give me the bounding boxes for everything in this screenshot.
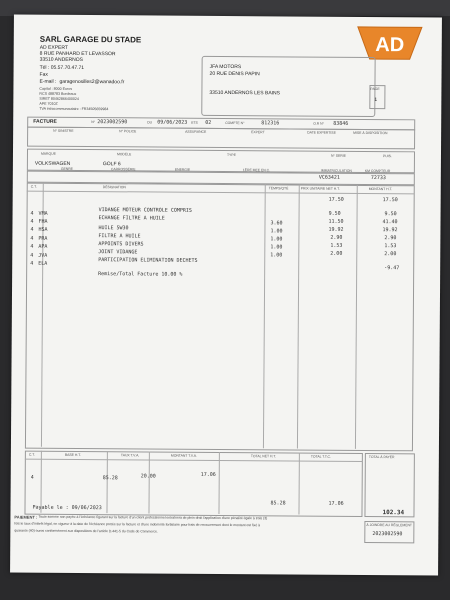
table-header-designation: DÉSIGNATION xyxy=(102,185,126,190)
row-7-code: ELA xyxy=(38,260,48,267)
total-a-payer-box xyxy=(364,453,414,517)
legal-line-4: APE 7010Z xyxy=(39,101,58,106)
vehicle-header-box xyxy=(27,149,415,174)
totals-base: 85.28 xyxy=(102,475,118,482)
totals-total-ttc: 17.06 xyxy=(328,500,344,507)
ref-header-mise-a-disposition: MISE À DISPOSITION xyxy=(353,130,388,136)
row-0-montant: 17.50 xyxy=(382,197,398,204)
facture-label: FACTURE xyxy=(33,118,57,125)
row-5-designation: APPOINTS DIVERS xyxy=(98,241,144,248)
row-1-code: VMA xyxy=(38,210,48,217)
row-7-ct: 4 xyxy=(30,260,34,267)
row-6-designation: JOINT VIDANGE xyxy=(98,249,138,256)
row-2-pu: 11.50 xyxy=(328,218,344,225)
totals-header-total-ht: TOTAL NET H.T. xyxy=(250,454,277,459)
row-1-pu: 9.50 xyxy=(328,210,341,217)
table-header-pu: PRIX UNITAIRE NET H.T. xyxy=(300,186,340,191)
row-7-montant: -9.47 xyxy=(384,265,400,272)
remise-line: Remise/Total Facture 10.00 % xyxy=(98,271,183,278)
row-5-qty: 1.00 xyxy=(270,244,283,251)
page-label: PAGE xyxy=(370,87,380,92)
invoice-date-label: DU xyxy=(147,120,153,125)
payable-date: Payable le : 09/06/2023 xyxy=(32,504,102,512)
vehicle-header-carrosserie: CARROSSERIE xyxy=(110,167,136,172)
row-1-ct: 4 xyxy=(30,210,34,217)
totals-header-base: BASE H.T. xyxy=(64,452,81,457)
row-3-montant: 19.92 xyxy=(382,227,398,234)
totals-taux: 20.00 xyxy=(140,473,156,480)
company-name: SARL GARAGE DU STADE xyxy=(39,34,142,45)
invoice-document xyxy=(10,15,442,576)
row-5-montant: 1.53 xyxy=(384,243,397,250)
total-a-payer-label: TOTAL À PAYER xyxy=(368,455,395,460)
vehicle-header-marque: MARQUE xyxy=(40,151,56,156)
row-4-code: PRA xyxy=(38,235,48,242)
row-1-designation: VIDANGE MOTEUR CONTROLE COMPRIS xyxy=(98,207,192,214)
invoice-number: 2023002590 xyxy=(97,119,128,126)
row-4-montant: 2.90 xyxy=(384,235,397,242)
ref-header-sinistre: N° SINISTRE xyxy=(53,128,74,133)
footer-line-3: quarante (40) euros conformément aux dispositions de l'article D.441-5 du Code de Commerce. xyxy=(14,528,158,534)
row-6-montant: 2.00 xyxy=(384,251,397,258)
total-a-payer-value: 102.34 xyxy=(382,509,405,517)
vehicle-marque: VOLKSWAGEN xyxy=(34,160,71,167)
table-header-montant: MONTANT H.T. xyxy=(368,186,393,192)
company-city: 33510 ANDERNOS xyxy=(39,56,84,63)
compte-value: 812316 xyxy=(261,120,280,127)
company-brand-line: AD EXPERT xyxy=(39,44,68,51)
row-3-qty: 1.00 xyxy=(270,228,283,235)
vehicle-header-modele: MODELE xyxy=(116,152,132,157)
vehicle-immat: VC63421 xyxy=(318,174,340,181)
ref-header-police: N° POLICE xyxy=(119,129,137,134)
company-street: 8 RUE PANHARD ET LEVASSOR xyxy=(39,50,116,58)
row-4-designation: FILTRE A HUILE xyxy=(98,233,141,240)
vehicle-modele: GOLF 6 xyxy=(102,161,121,168)
row-3-code: HSA xyxy=(38,226,48,233)
rappel-value: 2023002590 xyxy=(372,531,403,538)
invoice-date: 09/06/2023 xyxy=(157,119,188,126)
vehicle-header-serie: N° SERIE xyxy=(330,153,346,158)
row-5-code: APA xyxy=(38,243,48,250)
customer-street: 20 RUE DENIS PAPIN xyxy=(209,70,260,78)
footer-line-2: fois le taux d'intérêt légal, en vigueur à la date de l'échéance portée sur la facture et d'une indemnité forfaitaire pour frais de recouvrement dont le montant est fixé à xyxy=(14,521,261,528)
company-email: garagenosilles2@wanadoo.fr xyxy=(59,78,125,86)
compte-label: COMPTE N° xyxy=(225,120,245,126)
row-4-qty: 1.00 xyxy=(270,236,283,243)
row-6-code: JVA xyxy=(38,252,48,259)
vehicle-header-type: TYPE xyxy=(226,153,236,158)
totals-total-ht: 85.28 xyxy=(270,500,286,507)
invoice-number-label: N° xyxy=(91,120,96,125)
totals-header-ct: C.T. xyxy=(28,452,35,457)
page-number: 1 xyxy=(374,97,378,104)
or-value: 83846 xyxy=(333,120,349,127)
footer-line-1: Toute somme non payée à l'échéance figurant sur la facture d'un client professionnel entraînera de plein droit l'application d'une pénalité égale à trois (3) xyxy=(38,514,268,521)
ref-header-assurance: ASSURANCE xyxy=(185,129,207,134)
rappel-label: À JOINDRE AU RÈGLEMENT xyxy=(366,522,413,528)
ets-value: 02 xyxy=(205,119,212,126)
vehicle-header-km: KM COMPTEUR xyxy=(364,168,391,174)
row-2-designation: ECHANGE FILTRE A HUILE xyxy=(98,215,165,222)
row-3-pu: 19.92 xyxy=(328,226,344,233)
totals-header-taux: TAUX T.V.A. xyxy=(120,453,140,458)
row-6-qty: 1.00 xyxy=(270,252,283,259)
vehicle-header-puis: PUIS. xyxy=(382,154,392,159)
row-6-ct: 4 xyxy=(30,252,34,259)
totals-header-total-ttc: TOTAL T.T.C. xyxy=(310,454,331,459)
totals-montant-tva: 17.06 xyxy=(200,471,216,478)
row-3-ct: 4 xyxy=(30,226,34,233)
row-0-pu: 17.50 xyxy=(328,196,344,203)
row-2-qty: 3.60 xyxy=(270,220,283,227)
row-3-designation: HUILE 5W30 xyxy=(98,225,129,232)
row-4-ct: 4 xyxy=(30,235,34,242)
customer-city: 33510 ANDERNOS LES BAINS xyxy=(209,89,281,97)
vehicle-header-immat: IMMATRICULATION xyxy=(320,168,352,173)
ets-label: ETS xyxy=(191,120,198,125)
ref-header-expert: EXPERT xyxy=(251,130,265,135)
row-2-ct: 4 xyxy=(30,218,34,225)
background-strip xyxy=(0,0,450,16)
row-5-pu: 1.53 xyxy=(330,242,343,249)
table-header-ct: C.T. xyxy=(30,184,37,189)
row-2-code: FHA xyxy=(38,218,48,225)
footer-paiement-label: PAIEMENT : xyxy=(14,514,38,520)
totals-header-montant-tva: MONTANT T.V.A. xyxy=(170,453,197,458)
totals-ct: 4 xyxy=(30,474,34,481)
row-7-designation: PARTICIPATION ELIMINATION DECHETS xyxy=(98,257,198,264)
table-header-qty: TEMPS/QTÉ xyxy=(268,186,289,191)
vehicle-header-genre: GENRE xyxy=(60,166,73,171)
row-5-ct: 4 xyxy=(30,243,34,250)
or-label: O.R N° xyxy=(313,121,324,126)
ref-header-date-expertise: DATE EXPERTISE xyxy=(307,130,336,135)
legal-line-3: SIRET 80462866400024 xyxy=(39,96,79,101)
vehicle-km: 72733 xyxy=(370,175,386,182)
legal-line-1: Capital : 8000 Euros xyxy=(39,86,73,91)
legal-line-5: TVA intracommunautaire : FR34505659984 xyxy=(39,106,109,112)
company-email-label: E-mail : xyxy=(39,78,57,85)
company-fax: Fax xyxy=(39,71,48,78)
vehicle-header-mee: 1ÈRE MEE EN C. xyxy=(242,168,271,173)
customer-name: JFA MOTORS xyxy=(209,63,242,71)
company-tel: Tél : 05.57.70.47.71 xyxy=(39,64,85,72)
legal-line-2: RCS 488783 Bordeaux xyxy=(39,91,77,96)
row-1-montant: 9.50 xyxy=(384,211,397,218)
vehicle-header-energie: ENERGIE xyxy=(174,167,191,172)
logo-text: AD xyxy=(375,34,405,57)
row-6-pu: 2.00 xyxy=(330,250,343,257)
row-4-pu: 2.90 xyxy=(330,234,343,241)
row-2-montant: 41.40 xyxy=(382,219,398,226)
